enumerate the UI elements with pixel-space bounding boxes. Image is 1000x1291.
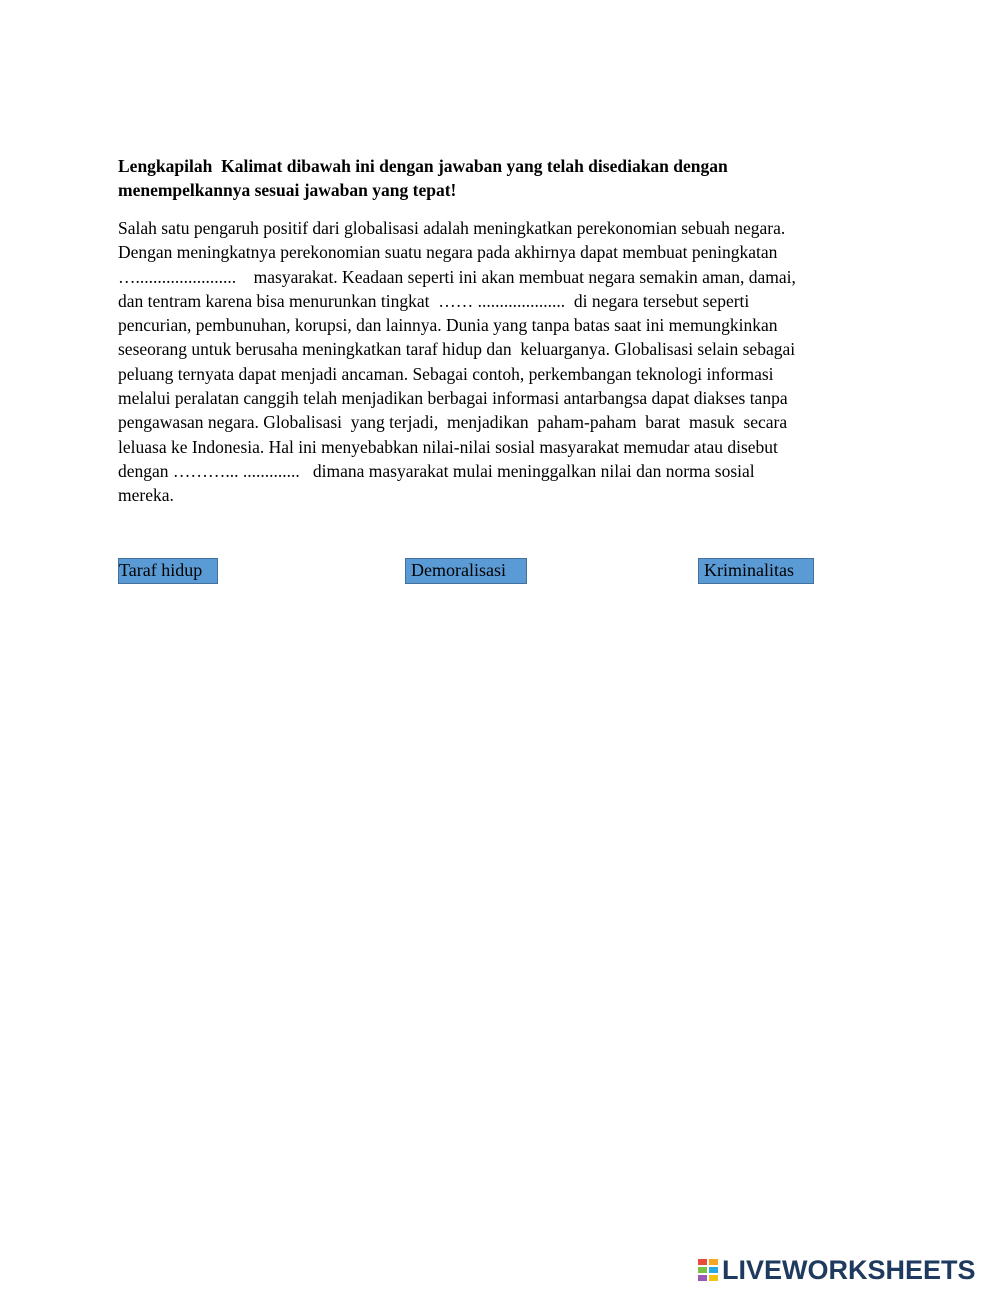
passage-line: leluasa ke Indonesia. Hal ini menyebabkan nilai-nilai sosial masyarakat memudar atau disebut — [118, 436, 778, 457]
answer-chip-demoralisasi[interactable] — [405, 558, 527, 584]
passage-line-with-blank: dengan ………... ............. dimana masyarakat mulai meninggalkan nilai dan norma sosial — [118, 460, 755, 481]
answer-chip-label: Kriminalitas — [704, 560, 794, 580]
answer-chip-kriminalitas[interactable] — [698, 558, 814, 584]
instruction-line-1: Lengkapilah Kalimat dibawah ini dengan jawaban yang telah disediakan dengan — [118, 156, 728, 176]
instruction-heading — [118, 154, 878, 202]
passage-line: pencurian, pembunuhan, korupsi, dan lainnya. Dunia yang tanpa batas saat ini memungkinkan — [118, 315, 778, 336]
passage-line: seseorang untuk berusaha meningkatkan taraf hidup dan keluarganya. Globalisasi selain sebagai — [118, 339, 796, 360]
passage-line: peluang ternyata dapat menjadi ancaman. Sebagai contoh, perkembangan teknologi informasi — [118, 363, 774, 384]
passage-line: pengawasan negara. Globalisasi yang terjadi, menjadikan paham-paham barat masuk secara — [118, 412, 788, 433]
liveworksheets-logo — [697, 1255, 976, 1285]
liveworksheets-logo-text: LIVEWORKSHEETS — [722, 1254, 976, 1285]
passage-text — [118, 216, 888, 508]
liveworksheets-logo-icon — [697, 1258, 719, 1282]
answer-chip-label: Demoralisasi — [411, 560, 506, 580]
passage-line-with-blank: …....................... masyarakat. Keadaan seperti ini akan membuat negara semakin aman, damai, — [118, 266, 796, 287]
passage-line: mereka. — [118, 485, 174, 506]
passage-line: Dengan meningkatnya perekonomian suatu negara pada akhirnya dapat membuat peningkatan — [118, 242, 778, 263]
answer-chip-taraf-hidup[interactable] — [118, 558, 218, 584]
passage-line-with-blank: dan tentram karena bisa menurunkan tingkat …… .................... di negara tersebut seperti — [118, 290, 750, 311]
passage-line: Salah satu pengaruh positif dari globalisasi adalah meningkatkan perekonomian sebuah negara. — [118, 218, 786, 238]
instruction-line-2: menempelkannya sesuai jawaban yang tepat! — [118, 180, 457, 200]
passage-line: melalui peralatan canggih telah menjadikan berbagai informasi antarbangsa dapat diakses tanpa — [118, 388, 788, 409]
answer-chip-label: Taraf hidup — [119, 560, 203, 580]
